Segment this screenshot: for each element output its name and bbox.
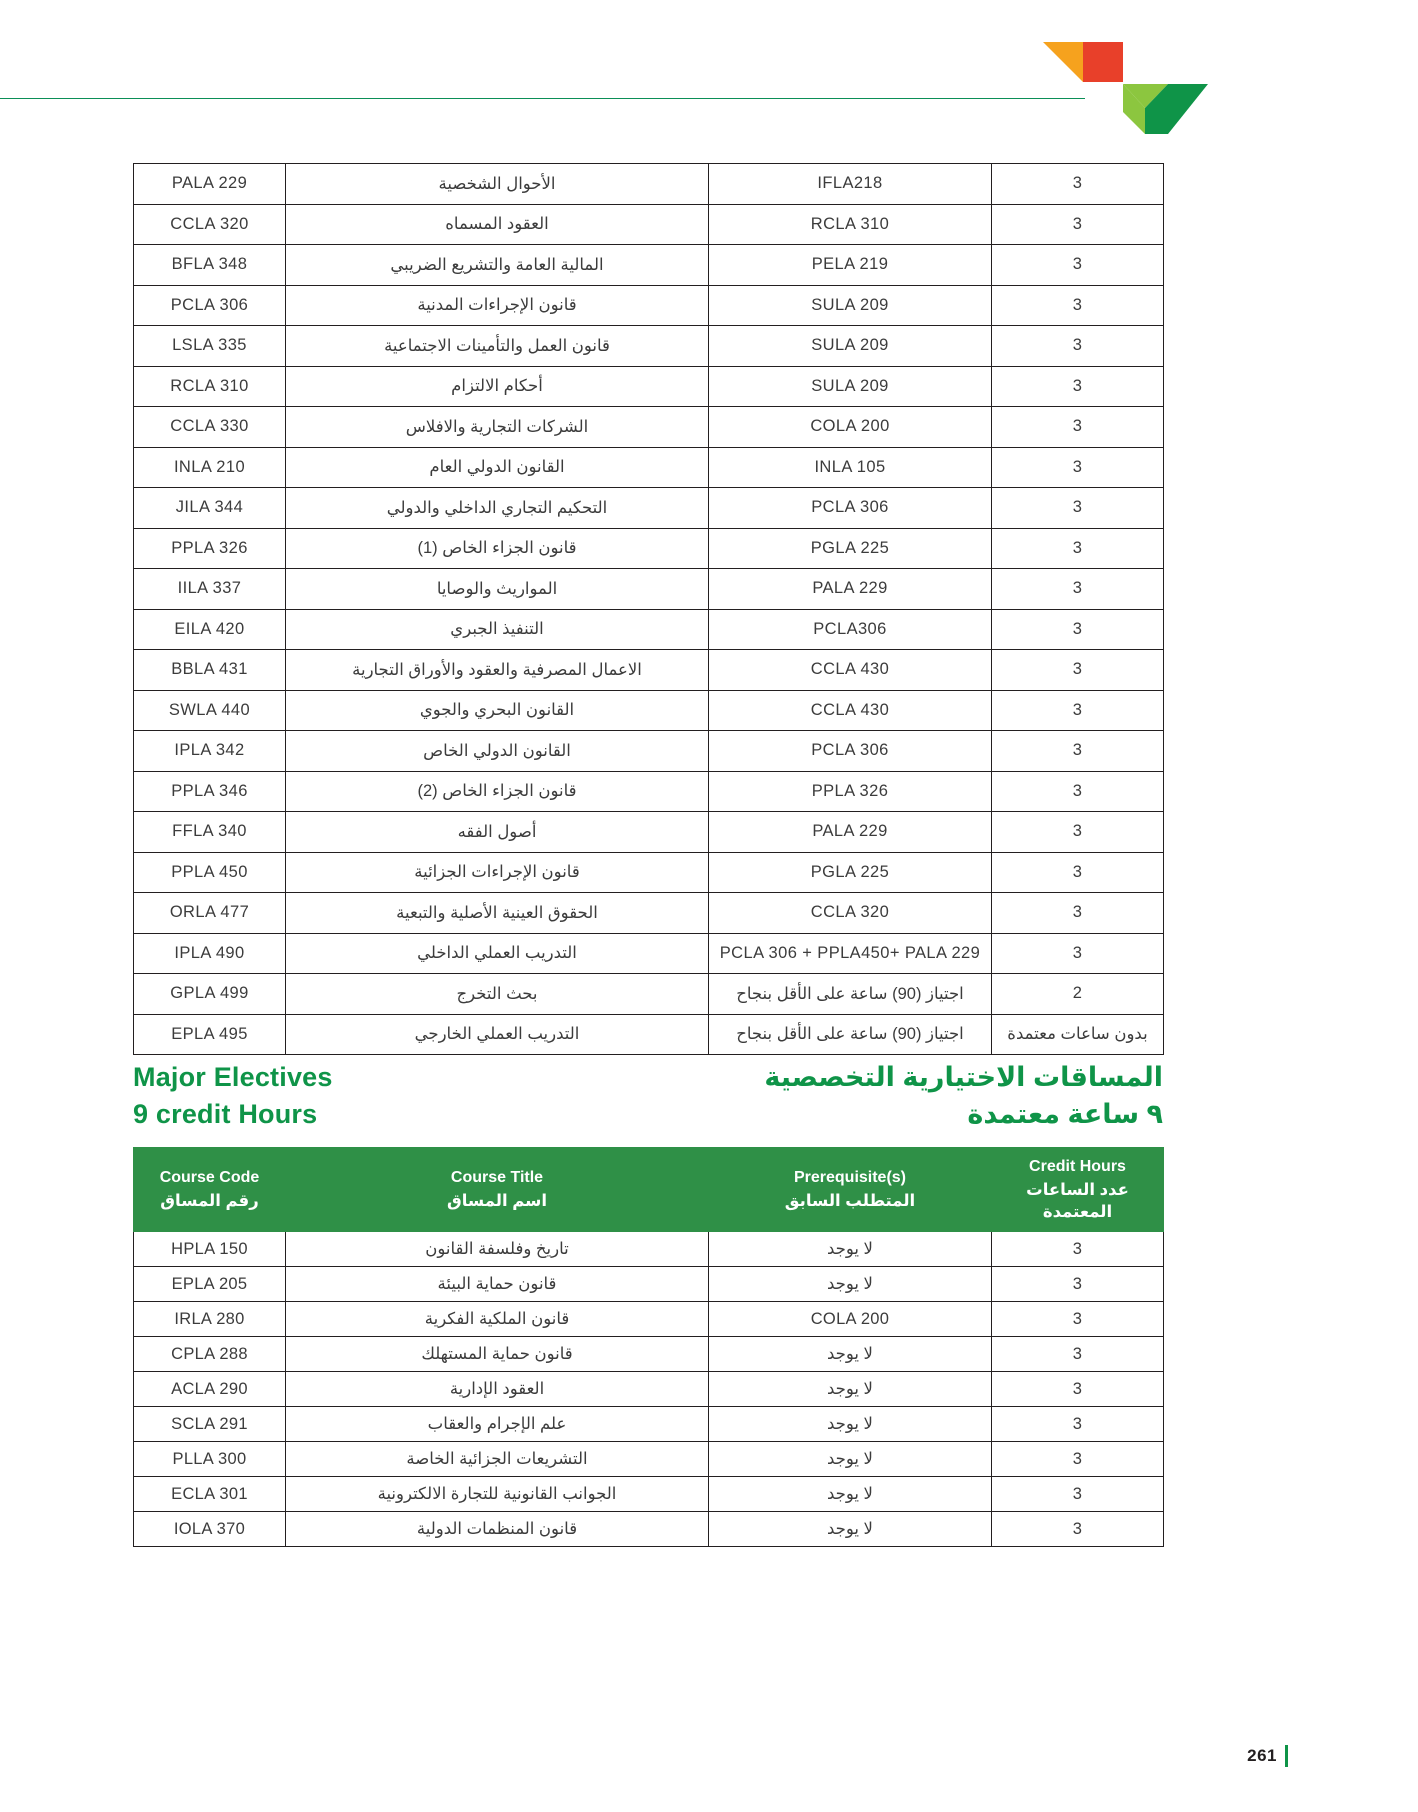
course-title-cell: القانون الدولي العام — [286, 447, 709, 488]
prerequisite-cell: CCLA 430 — [709, 690, 992, 731]
table-row — [134, 204, 1164, 245]
credit-hours-cell: 3 — [992, 690, 1164, 731]
prerequisite-cell: IFLA218 — [709, 164, 992, 205]
page-folio — [1247, 1745, 1288, 1767]
course-title-cell: قانون المنظمات الدولية — [286, 1512, 709, 1547]
prerequisite-cell: SULA 209 — [709, 285, 992, 326]
course-title-cell: العقود المسماه — [286, 204, 709, 245]
course-code-cell: ORLA 477 — [134, 893, 286, 934]
course-title-cell: المالية العامة والتشريع الضريبي — [286, 245, 709, 286]
course-code-cell: GPLA 499 — [134, 974, 286, 1015]
course-code-cell: IPLA 342 — [134, 731, 286, 772]
prerequisite-cell: اجتياز (90) ساعة على الأقل بنجاح — [709, 1014, 992, 1055]
credit-hours-cell: 3 — [992, 488, 1164, 529]
table-row — [134, 1014, 1164, 1055]
course-title-cell: الاعمال المصرفية والعقود والأوراق التجارية — [286, 650, 709, 691]
credit-hours-cell: 3 — [992, 164, 1164, 205]
table-row — [134, 609, 1164, 650]
course-code-cell: PPLA 450 — [134, 852, 286, 893]
credit-hours-cell: 3 — [992, 852, 1164, 893]
table-row — [134, 1477, 1164, 1512]
table-row — [134, 771, 1164, 812]
course-title-cell: قانون الجزاء الخاص (2) — [286, 771, 709, 812]
header-course-title-ar: اسم المساق — [446, 1192, 548, 1210]
course-title-cell: الحقوق العينية الأصلية والتبعية — [286, 893, 709, 934]
course-code-cell: IILA 337 — [134, 569, 286, 610]
major-electives-head — [134, 1148, 1164, 1232]
course-code-cell: IPLA 490 — [134, 933, 286, 974]
course-title-cell: قانون الملكية الفكرية — [286, 1302, 709, 1337]
credit-hours-cell: 3 — [992, 1232, 1164, 1267]
course-title-cell: القانون الدولي الخاص — [286, 731, 709, 772]
course-code-cell: BFLA 348 — [134, 245, 286, 286]
course-code-cell: EPLA 495 — [134, 1014, 286, 1055]
credit-hours-cell: 3 — [992, 1512, 1164, 1547]
table-row — [134, 1512, 1164, 1547]
table-row — [134, 1302, 1164, 1337]
course-title-cell: قانون الإجراءات المدنية — [286, 285, 709, 326]
course-title-cell: قانون حماية البيئة — [286, 1267, 709, 1302]
major-electives-table — [133, 1147, 1164, 1547]
table-row — [134, 731, 1164, 772]
course-code-cell: SWLA 440 — [134, 690, 286, 731]
course-code-cell: PCLA 306 — [134, 285, 286, 326]
credit-hours-cell: 3 — [992, 204, 1164, 245]
credit-hours-cell: 3 — [992, 1442, 1164, 1477]
course-code-cell: CCLA 330 — [134, 407, 286, 448]
course-title-cell: التدريب العملي الداخلي — [286, 933, 709, 974]
course-code-cell: PLLA 300 — [134, 1442, 286, 1477]
course-code-cell: INLA 210 — [134, 447, 286, 488]
credit-hours-cell: 3 — [992, 1407, 1164, 1442]
table-row — [134, 893, 1164, 934]
prerequisite-cell: SULA 209 — [709, 366, 992, 407]
major-electives-heading-block — [133, 1059, 1163, 1141]
credit-hours-cell: 3 — [992, 285, 1164, 326]
major-electives-heading-ar — [764, 1059, 1163, 1133]
major-electives-title-en: Major Electives — [133, 1062, 333, 1092]
course-title-cell: الشركات التجارية والافلاس — [286, 407, 709, 448]
course-title-cell: العقود الإدارية — [286, 1372, 709, 1407]
credit-hours-cell: 3 — [992, 650, 1164, 691]
table-row — [134, 528, 1164, 569]
prerequisite-cell: PCLA 306 + PPLA450+ PALA 229 — [709, 933, 992, 974]
table-row — [134, 1372, 1164, 1407]
table-row — [134, 245, 1164, 286]
course-code-cell: HPLA 150 — [134, 1232, 286, 1267]
course-title-cell: علم الإجرام والعقاب — [286, 1407, 709, 1442]
course-code-cell: IRLA 280 — [134, 1302, 286, 1337]
course-code-cell: ACLA 290 — [134, 1372, 286, 1407]
prerequisite-cell: PALA 229 — [709, 569, 992, 610]
major-electives-credits-en: 9 credit Hours — [133, 1099, 318, 1129]
header-course-code — [134, 1148, 286, 1232]
header-course-title-en: Course Title — [450, 1169, 544, 1186]
prerequisite-cell: COLA 200 — [709, 1302, 992, 1337]
credit-hours-cell: 3 — [992, 1477, 1164, 1512]
prerequisite-cell: لا يوجد — [709, 1512, 992, 1547]
table-row — [134, 366, 1164, 407]
header-credit-hours — [992, 1148, 1164, 1232]
logo-shape-orange — [1043, 42, 1083, 82]
course-code-cell: EPLA 205 — [134, 1267, 286, 1302]
table-row — [134, 812, 1164, 853]
table-row — [134, 852, 1164, 893]
prerequisite-cell: لا يوجد — [709, 1372, 992, 1407]
core-courses-body — [134, 164, 1164, 1055]
credit-hours-cell: 3 — [992, 1337, 1164, 1372]
table-row — [134, 447, 1164, 488]
prerequisite-cell: PGLA 225 — [709, 528, 992, 569]
prerequisite-cell: RCLA 310 — [709, 204, 992, 245]
prerequisite-cell: INLA 105 — [709, 447, 992, 488]
credit-hours-cell: 3 — [992, 245, 1164, 286]
table-row — [134, 488, 1164, 529]
course-code-cell: JILA 344 — [134, 488, 286, 529]
prerequisite-cell: COLA 200 — [709, 407, 992, 448]
table-row — [134, 326, 1164, 367]
credit-hours-cell: 3 — [992, 771, 1164, 812]
course-code-cell: LSLA 335 — [134, 326, 286, 367]
course-code-cell: CCLA 320 — [134, 204, 286, 245]
table-row — [134, 933, 1164, 974]
credit-hours-cell: 3 — [992, 609, 1164, 650]
course-title-cell: بحث التخرج — [286, 974, 709, 1015]
prerequisite-cell: لا يوجد — [709, 1232, 992, 1267]
table-row — [134, 650, 1164, 691]
credit-hours-cell: 3 — [992, 447, 1164, 488]
course-title-cell: التنفيذ الجبري — [286, 609, 709, 650]
table-row — [134, 1232, 1164, 1267]
prerequisite-cell: اجتياز (90) ساعة على الأقل بنجاح — [709, 974, 992, 1015]
prerequisite-cell: PCLA 306 — [709, 488, 992, 529]
course-code-cell: PPLA 326 — [134, 528, 286, 569]
prerequisite-cell: SULA 209 — [709, 326, 992, 367]
prerequisite-cell: PGLA 225 — [709, 852, 992, 893]
prerequisite-cell: PCLA 306 — [709, 731, 992, 772]
course-title-cell: التشريعات الجزائية الخاصة — [286, 1442, 709, 1477]
table-row — [134, 1442, 1164, 1477]
major-electives-heading-en — [133, 1059, 333, 1133]
table-row — [134, 407, 1164, 448]
header-prerequisite-ar: المتطلب السابق — [784, 1192, 916, 1210]
table-header-row — [134, 1148, 1164, 1232]
table-row — [134, 1337, 1164, 1372]
course-title-cell: أصول الفقه — [286, 812, 709, 853]
prerequisite-cell: لا يوجد — [709, 1407, 992, 1442]
credit-hours-cell: 3 — [992, 1302, 1164, 1337]
course-code-cell: IOLA 370 — [134, 1512, 286, 1547]
header-credit-hours-ar: عدد الساعات المعتمدة — [1026, 1181, 1129, 1221]
prerequisite-cell: CCLA 320 — [709, 893, 992, 934]
course-code-cell: SCLA 291 — [134, 1407, 286, 1442]
core-courses-table — [133, 163, 1164, 1055]
course-title-cell: التدريب العملي الخارجي — [286, 1014, 709, 1055]
table-row — [134, 569, 1164, 610]
credit-hours-cell: 3 — [992, 933, 1164, 974]
major-electives-body — [134, 1232, 1164, 1547]
prerequisite-cell: لا يوجد — [709, 1442, 992, 1477]
header-credit-hours-en: Credit Hours — [1029, 1158, 1126, 1175]
table-row — [134, 1267, 1164, 1302]
prerequisite-cell: PCLA306 — [709, 609, 992, 650]
header-course-title — [286, 1148, 709, 1232]
prerequisite-cell: لا يوجد — [709, 1267, 992, 1302]
page-content — [133, 163, 1163, 1547]
credit-hours-cell: بدون ساعات معتمدة — [992, 1014, 1164, 1055]
credit-hours-cell: 3 — [992, 528, 1164, 569]
brand-logo — [1023, 42, 1243, 134]
course-title-cell: تاريخ وفلسفة القانون — [286, 1232, 709, 1267]
major-electives-title-ar: المساقات الاختيارية التخصصية — [764, 1062, 1163, 1092]
course-title-cell: التحكيم التجاري الداخلي والدولي — [286, 488, 709, 529]
credit-hours-cell: 2 — [992, 974, 1164, 1015]
credit-hours-cell: 3 — [992, 326, 1164, 367]
course-code-cell: EILA 420 — [134, 609, 286, 650]
course-title-cell: الجوانب القانونية للتجارة الالكترونية — [286, 1477, 709, 1512]
credit-hours-cell: 3 — [992, 731, 1164, 772]
course-title-cell: قانون الجزاء الخاص (1) — [286, 528, 709, 569]
table-row — [134, 974, 1164, 1015]
credit-hours-cell: 3 — [992, 569, 1164, 610]
prerequisite-cell: لا يوجد — [709, 1477, 992, 1512]
credit-hours-cell: 3 — [992, 812, 1164, 853]
header-divider-rule — [0, 98, 1085, 99]
page-number: 261 — [1247, 1746, 1277, 1765]
table-row — [134, 690, 1164, 731]
credit-hours-cell: 3 — [992, 366, 1164, 407]
course-title-cell: القانون البحري والجوي — [286, 690, 709, 731]
course-title-cell: أحكام الالتزام — [286, 366, 709, 407]
credit-hours-cell: 3 — [992, 1372, 1164, 1407]
folio-accent-bar — [1285, 1745, 1288, 1767]
prerequisite-cell: PELA 219 — [709, 245, 992, 286]
header-prerequisite — [709, 1148, 992, 1232]
course-code-cell: PALA 229 — [134, 164, 286, 205]
major-electives-credits-ar: ٩ ساعة معتمدة — [967, 1099, 1163, 1129]
course-code-cell: BBLA 431 — [134, 650, 286, 691]
prerequisite-cell: CCLA 430 — [709, 650, 992, 691]
course-title-cell: الأحوال الشخصية — [286, 164, 709, 205]
header-course-code-en: Course Code — [159, 1169, 260, 1186]
table-row — [134, 1407, 1164, 1442]
credit-hours-cell: 3 — [992, 1267, 1164, 1302]
logo-shape-red — [1083, 42, 1123, 82]
course-title-cell: قانون حماية المستهلك — [286, 1337, 709, 1372]
credit-hours-cell: 3 — [992, 893, 1164, 934]
course-title-cell: قانون العمل والتأمينات الاجتماعية — [286, 326, 709, 367]
course-code-cell: ECLA 301 — [134, 1477, 286, 1512]
header-prerequisite-en: Prerequisite(s) — [793, 1169, 907, 1186]
table-row — [134, 285, 1164, 326]
course-code-cell: RCLA 310 — [134, 366, 286, 407]
course-title-cell: المواريث والوصايا — [286, 569, 709, 610]
header-course-code-ar: رقم المساق — [160, 1192, 259, 1210]
prerequisite-cell: لا يوجد — [709, 1337, 992, 1372]
prerequisite-cell: PALA 229 — [709, 812, 992, 853]
course-title-cell: قانون الإجراءات الجزائية — [286, 852, 709, 893]
course-code-cell: FFLA 340 — [134, 812, 286, 853]
course-code-cell: CPLA 288 — [134, 1337, 286, 1372]
prerequisite-cell: PPLA 326 — [709, 771, 992, 812]
course-code-cell: PPLA 346 — [134, 771, 286, 812]
credit-hours-cell: 3 — [992, 407, 1164, 448]
table-row — [134, 164, 1164, 205]
